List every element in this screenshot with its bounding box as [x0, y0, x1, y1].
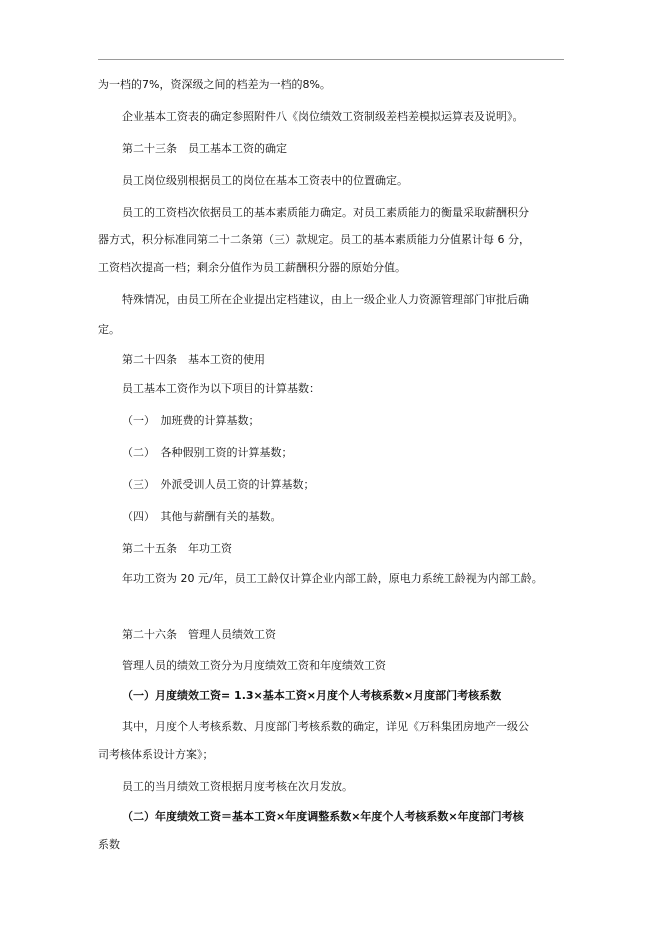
text-line-9: 定。 [98, 323, 120, 336]
article-23-heading: 第二十三条 员工基本工资的确定 [122, 142, 287, 155]
text-line-21: 其中，月度个人考核系数、月度部门考核系数的确定，详见《万科集团房地产一级公 [122, 720, 529, 733]
formula-annual: （二）年度绩效工资＝基本工资×年度调整系数×年度个人考核系数×年度部门考核 [122, 810, 524, 823]
list-item-3: （三） 外派受训人员工资的计算基数； [122, 478, 315, 491]
article-25-heading: 第二十五条 年功工资 [122, 542, 232, 555]
header-rule [98, 59, 564, 60]
text-line-25: 系数 [98, 838, 120, 851]
text-line-6: 器方式，积分标准同第二十二条第（三）款规定。员工的基本素质能力分值累计每 6 分， [98, 233, 530, 246]
text-line-5: 员工的工资档次依据员工的基本素质能力确定。对员工素质能力的衡量采取薪酬积分 [122, 206, 529, 219]
text-line-4: 员工岗位级别根据员工的岗位在基本工资表中的位置确定。 [122, 174, 408, 187]
text-line-1: 为一档的7%，资深级之间的档差为一档的8%。 [98, 78, 331, 91]
list-item-1: （一） 加班费的计算基数； [122, 414, 260, 427]
text-line-2: 企业基本工资表的确定参照附件八《岗位绩效工资制级差档差模拟运算表及说明》。 [122, 110, 524, 123]
text-line-17: 年功工资为 20 元/年，员工工龄仅计算企业内部工龄，原电力系统工龄视为内部工龄。 [122, 572, 543, 585]
text-line-7: 工资档次提高一档；剩余分值作为员工薪酬积分器的原始分值。 [98, 261, 406, 274]
text-line-19: 管理人员的绩效工资分为月度绩效工资和年度绩效工资 [122, 659, 386, 672]
text-line-23: 员工的当月绩效工资根据月度考核在次月发放。 [122, 780, 353, 793]
text-line-22: 司考核体系设计方案》； [98, 748, 214, 761]
list-item-4: （四） 其他与薪酬有关的基数。 [122, 510, 282, 523]
text-line-8: 特殊情况，由员工所在企业提出定档建议，由上一级企业人力资源管理部门审批后确 [122, 293, 529, 306]
text-line-11: 员工基本工资作为以下项目的计算基数： [122, 382, 320, 395]
article-26-heading: 第二十六条 管理人员绩效工资 [122, 628, 276, 641]
formula-monthly: （一）月度绩效工资= 1.3×基本工资×月度个人考核系数×月度部门考核系数 [122, 689, 502, 702]
article-24-heading: 第二十四条 基本工资的使用 [122, 353, 265, 366]
list-item-2: （二） 各种假别工资的计算基数； [122, 446, 293, 459]
